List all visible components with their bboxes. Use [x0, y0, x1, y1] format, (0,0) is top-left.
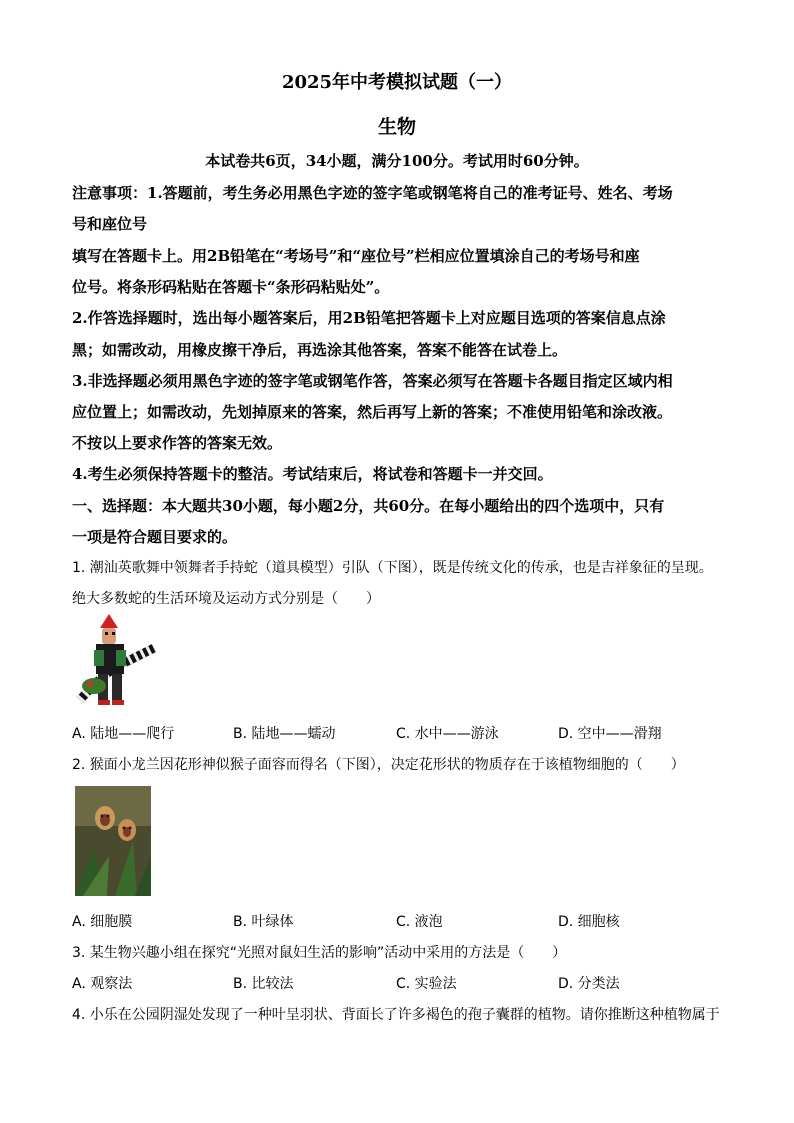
exam-info: 本试卷共6页，34小题，满分100分。考试用时60分钟。: [205, 152, 589, 170]
question-1-stem: 绝大多数蛇的生活环境及运动方式分别是（ ）: [72, 591, 380, 607]
question-2-option-b: B. 叶绿体: [233, 914, 294, 930]
question-3-stem: 3. 某生物兴趣小组在探究“光照对鼠妇生活的影响”活动中采用的方法是（ ）: [72, 945, 567, 961]
question-3-option-a: A. 观察法: [72, 976, 133, 992]
exam-title: 2025年中考模拟试题（一）: [281, 72, 513, 93]
question-4-stem: 4. 小乐在公园阴湿处发现了一种叶呈羽状、背面长了许多褐色的孢子囊群的植物。请你推断这种植物属于: [72, 1007, 720, 1023]
question-3-option-b: B. 比较法: [233, 976, 294, 992]
question-1-option-c: C. 水中——游泳: [396, 726, 499, 742]
section-heading: 一、选择题：本大题共30小题，每小题2分，共60分。在每小题给出的四个选项中，只有: [72, 497, 665, 515]
notes-line: 位号。将条形码粘贴在答题卡“条形码粘贴处”。: [72, 278, 390, 296]
notes-line: 填写在答题卡上。用2B铅笔在“考场号”和“座位号”栏相应位置填涂自己的考场号和座: [72, 247, 640, 265]
notes-line: 3.非选择题必须用黑色字迹的签字笔或钢笔作答，答案必须写在答题卡各题目指定区域内相: [72, 372, 673, 390]
yingge-dancer-image: [72, 614, 158, 710]
notes-line: 注意事项：1.答题前，考生务必用黑色字迹的签字笔或钢笔将自己的准考证号、姓名、考场: [72, 184, 673, 202]
notes-line: 2.作答选择题时，选出每小题答案后，用2B铅笔把答题卡上对应题目选项的答案信息点涂: [72, 309, 666, 327]
question-1-option-d: D. 空中——滑翔: [558, 726, 662, 742]
question-1-stem: 1. 潮汕英歌舞中领舞者手持蛇（道具模型）引队（下图），既是传统文化的传承，也是吉祥象征的呈现。: [72, 560, 713, 576]
notes-line: 号和座位号: [72, 215, 148, 233]
section-heading: 一项是符合题目要求的。: [72, 528, 238, 546]
question-2-stem: 2. 猴面小龙兰因花形神似猴子面容而得名（下图），决定花形状的物质存在于该植物细胞的（ ）: [72, 757, 685, 773]
question-2-option-d: D. 细胞核: [558, 914, 620, 930]
question-1-option-a: A. 陆地——爬行: [72, 726, 175, 742]
subject-title: 生物: [377, 116, 416, 138]
question-1-option-b: B. 陆地——蠕动: [233, 726, 336, 742]
notes-line: 4.考生必须保持答题卡的整洁。考试结束后，将试卷和答题卡一并交回。: [72, 465, 553, 483]
question-2-option-a: A. 细胞膜: [72, 914, 133, 930]
notes-line: 不按以上要求作答的答案无效。: [72, 434, 283, 452]
question-2-option-c: C. 液泡: [396, 914, 443, 930]
notes-line: 应位置上；如需改动，先划掉原来的答案，然后再写上新的答案；不准使用铅笔和涂改液。: [72, 403, 673, 421]
question-3-option-c: C. 实验法: [396, 976, 457, 992]
notes-line: 黑；如需改动，用橡皮擦干净后，再选涂其他答案，答案不能答在试卷上。: [72, 341, 568, 359]
question-3-option-d: D. 分类法: [558, 976, 620, 992]
monkey-orchid-image: [75, 786, 151, 896]
